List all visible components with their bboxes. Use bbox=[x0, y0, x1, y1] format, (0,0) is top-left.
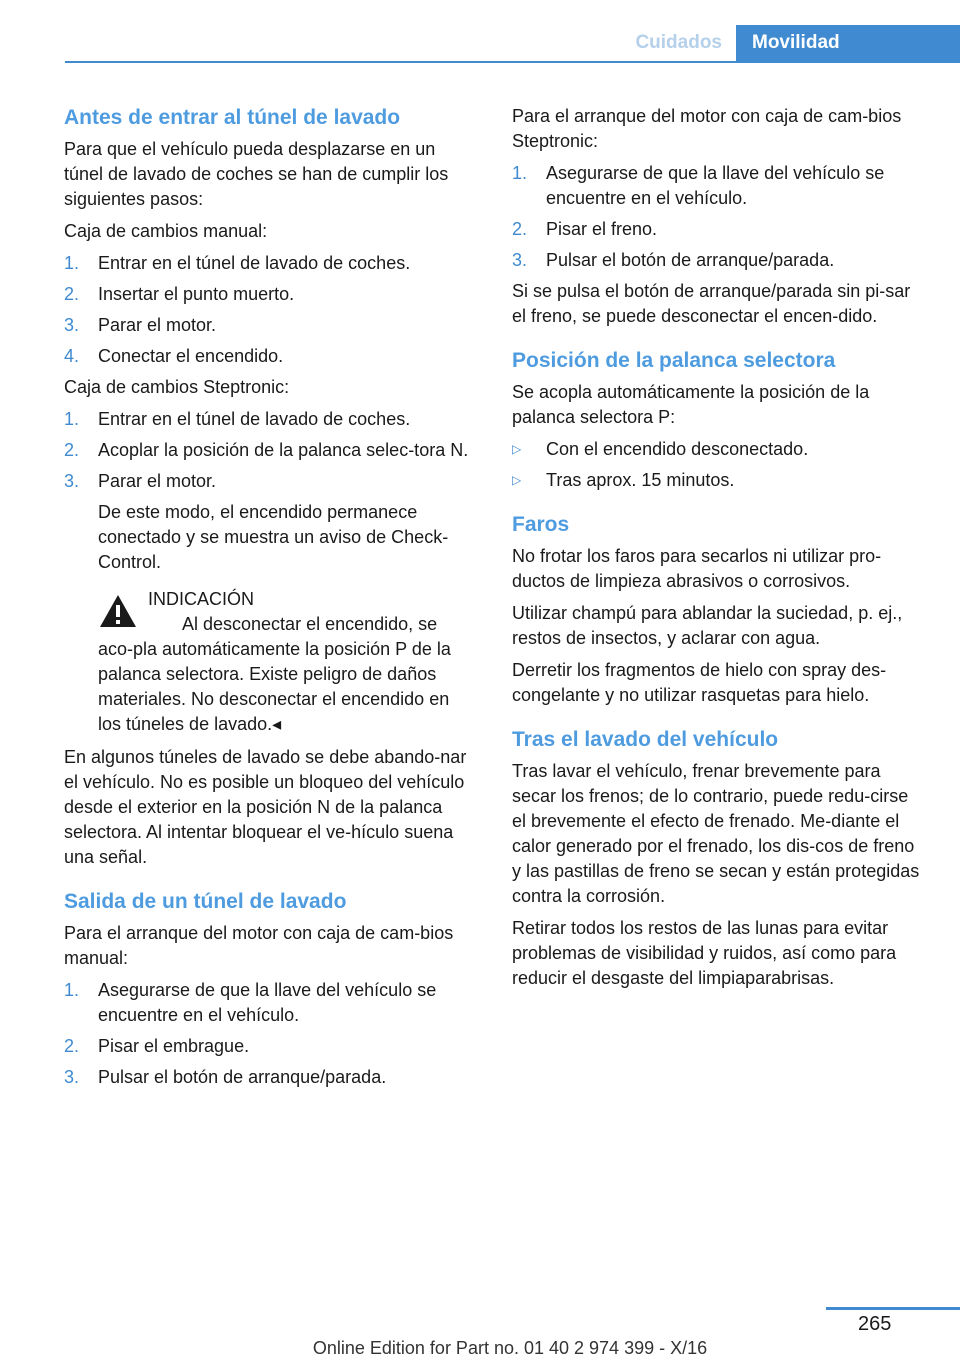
step-text: Acoplar la posición de la palanca selec-tora N. bbox=[98, 440, 469, 460]
selector-bullet-list bbox=[512, 437, 925, 493]
list-item bbox=[64, 1065, 477, 1090]
list-item bbox=[64, 251, 477, 276]
paragraph: Para el arranque del motor con caja de cam-bios Steptronic: bbox=[512, 106, 902, 151]
bullet-text: Tras aprox. 15 minutos. bbox=[546, 470, 735, 490]
tab-cuidados[interactable]: Cuidados bbox=[635, 32, 722, 53]
footer-rule bbox=[826, 1307, 960, 1310]
step-number: 3. bbox=[64, 471, 80, 491]
note-text: Al desconectar el encendido, se aco-pla automáticamente la posición P de la palanca selectora. Existe peligro de daños materiales. No desconectar el encendido en los túneles de lavado.◂ bbox=[98, 614, 451, 734]
paragraph: Retirar todos los restos de las lunas para evitar problemas de visibilidad y ruidos, así como para reducir el desgaste del limpiaparabrisas. bbox=[512, 918, 897, 988]
section-heading-antes: Antes de entrar al túnel de lavado bbox=[64, 106, 401, 129]
step-number: 2. bbox=[64, 284, 80, 304]
step-number: 2. bbox=[512, 219, 528, 239]
steptronic-steps-list bbox=[64, 407, 477, 581]
header-rule bbox=[65, 61, 960, 63]
step-text: Pisar el freno. bbox=[546, 219, 658, 239]
paragraph: Tras lavar el vehículo, frenar brevemente para secar los frenos; de lo contrario, puede redu-cirse el brevemente el efecto de frenado. Me-diante el calor generado por el frenado, los dis-cos de freno y las pastillas de freno se secan y están protegidas contra la corrosión. bbox=[512, 761, 920, 906]
step-text: Asegurarse de que la llave del vehículo se encuentre en el vehículo. bbox=[546, 163, 885, 208]
list-item bbox=[512, 161, 925, 211]
step-text: Pisar el embrague. bbox=[98, 1036, 250, 1056]
step-text: Pulsar el botón de arranque/parada. bbox=[546, 250, 835, 270]
paragraph: Para que el vehículo pueda desplazarse en un túnel de lavado de coches se han de cumplir los siguientes pasos: bbox=[64, 139, 449, 209]
list-item bbox=[64, 978, 477, 1028]
step-text: Asegurarse de que la llave del vehículo se encuentre en el vehículo. bbox=[98, 980, 437, 1025]
step-number: 1. bbox=[512, 163, 528, 183]
step-number: 2. bbox=[64, 440, 80, 460]
list-item bbox=[512, 437, 925, 462]
triangle-bullet-icon: ▷ bbox=[512, 442, 522, 456]
page-number: 265 bbox=[858, 1313, 892, 1335]
step-number: 1. bbox=[64, 409, 80, 429]
paragraph: Para el arranque del motor con caja de cam-bios manual: bbox=[64, 923, 454, 968]
step-number: 2. bbox=[64, 1036, 80, 1056]
step-number: 3. bbox=[512, 250, 528, 270]
list-item bbox=[512, 217, 925, 242]
list-item bbox=[512, 468, 925, 493]
paragraph-steptronic-label: Caja de cambios Steptronic: bbox=[64, 377, 290, 397]
step-text: Entrar en el túnel de lavado de coches. bbox=[98, 409, 411, 429]
step-text: Insertar el punto muerto. bbox=[98, 284, 295, 304]
warning-triangle-icon bbox=[98, 593, 138, 629]
step-number: 1. bbox=[64, 980, 80, 1000]
step-text: Parar el motor. bbox=[98, 471, 217, 491]
exit-manual-steps-list bbox=[64, 978, 477, 1090]
paragraph: En algunos túneles de lavado se debe abando-nar el vehículo. No es posible un bloqueo del vehículo desde el exterior en la posición N de la palanca selectora. Al intentar bloquear el ve-hículo suena una señal. bbox=[64, 747, 467, 867]
manual-steps-list bbox=[64, 251, 477, 369]
paragraph-manual-label: Caja de cambios manual: bbox=[64, 221, 268, 241]
tab-movilidad[interactable]: Movilidad bbox=[736, 25, 960, 61]
paragraph: No frotar los faros para secarlos ni utilizar pro-ductos de limpieza abrasivos o corrosivos. bbox=[512, 546, 882, 591]
left-column bbox=[64, 104, 477, 1096]
list-item bbox=[64, 469, 477, 581]
list-item bbox=[512, 248, 925, 273]
section-heading-salida: Salida de un túnel de lavado bbox=[64, 890, 347, 913]
list-item bbox=[64, 407, 477, 432]
bullet-text: Con el encendido desconectado. bbox=[546, 439, 809, 459]
list-item bbox=[64, 344, 477, 369]
paragraph: Se acopla automáticamente la posición de la palanca selectora P: bbox=[512, 382, 870, 427]
paragraph: Utilizar champú para ablandar la suciedad, p. ej., restos de insectos, y aclarar con agua. bbox=[512, 603, 903, 648]
edition-footer bbox=[0, 1338, 960, 1359]
warning-note bbox=[64, 587, 477, 737]
paragraph: Derretir los fragmentos de hielo con spray des-congelante y no utilizar rasquetas para hielo. bbox=[512, 660, 887, 705]
section-heading-faros: Faros bbox=[512, 513, 570, 536]
list-item bbox=[64, 1034, 477, 1059]
list-item bbox=[64, 313, 477, 338]
step-text: Parar el motor. bbox=[98, 315, 217, 335]
list-item bbox=[64, 438, 477, 463]
step-number: 4. bbox=[64, 346, 80, 366]
list-item bbox=[64, 282, 477, 307]
edition-text: Online Edition for Part no. 01 40 2 974 399 - X/16 bbox=[312, 1338, 708, 1358]
note-title: INDICACIÓN bbox=[148, 589, 255, 609]
step-number: 3. bbox=[64, 315, 80, 335]
step-text: Conectar el encendido. bbox=[98, 346, 284, 366]
section-heading-palanca: Posición de la palanca selectora bbox=[512, 349, 836, 372]
step-number: 3. bbox=[64, 1067, 80, 1087]
step-number: 1. bbox=[64, 253, 80, 273]
chapter-tabs bbox=[621, 25, 960, 61]
step-text: Entrar en el túnel de lavado de coches. bbox=[98, 253, 411, 273]
right-column bbox=[512, 104, 925, 998]
section-heading-tras-lavado: Tras el lavado del vehículo bbox=[512, 728, 779, 751]
steptronic-start-steps-list bbox=[512, 161, 925, 273]
step-text: Pulsar el botón de arranque/parada. bbox=[98, 1067, 387, 1087]
paragraph: Si se pulsa el botón de arranque/parada sin pi-sar el freno, se puede desconectar el encen-dido. bbox=[512, 281, 911, 326]
step-extra-text: De este modo, el encendido permanece conectado y se muestra un aviso de Check-Control. bbox=[98, 502, 449, 572]
triangle-bullet-icon: ▷ bbox=[512, 473, 522, 487]
